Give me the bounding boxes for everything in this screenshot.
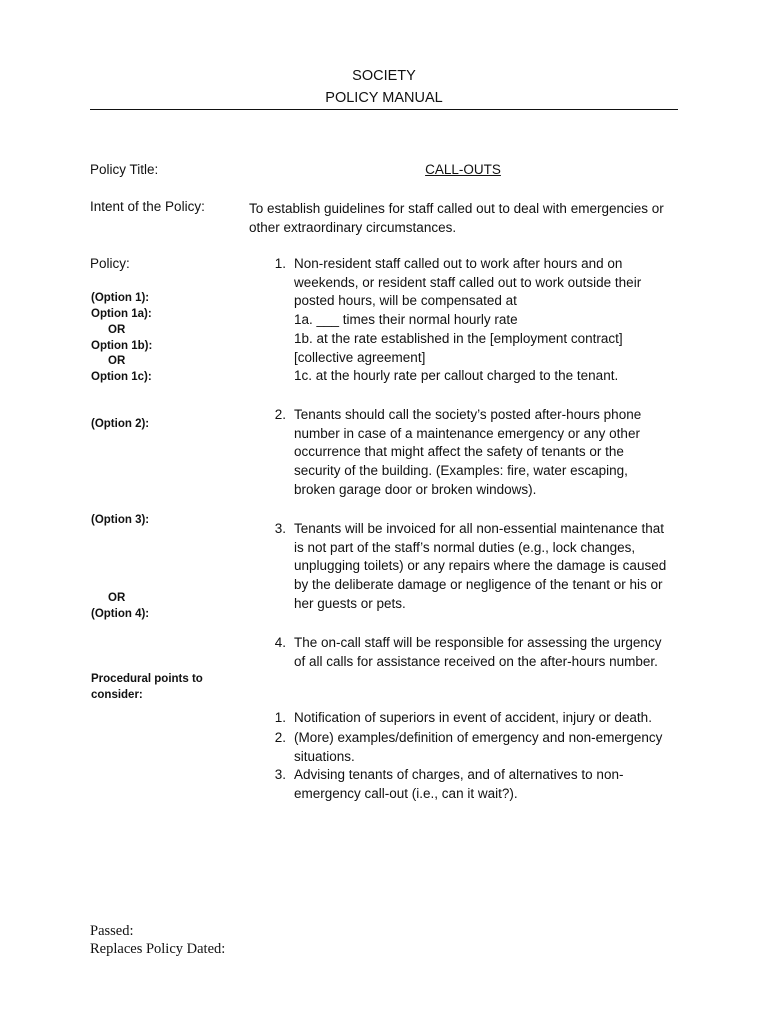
text-line: 1c. at the hourly rate per callout charged to the tenant. (294, 368, 619, 384)
text-line: Tenants should call the society’s posted after-hours phone (294, 407, 642, 422)
list-number: 3. (274, 521, 286, 536)
text-line: 1a. ___ times their normal hourly rate (294, 312, 518, 328)
text-line: Notification of superiors in event of accident, injury or death. (294, 710, 652, 725)
text-line: Advising tenants of charges, and of alternatives to non- (294, 767, 624, 782)
list-number: 2. (274, 407, 286, 422)
text-line: unplugging toilets) or any repairs where the damage is caused (294, 558, 667, 574)
text-line: (More) examples/definition of emergency and non-emergency (294, 730, 663, 745)
org-name: SOCIETY (352, 68, 416, 84)
text-line: [collective agreement] (294, 349, 426, 365)
text-line: Tenants will be invoiced for all non-essential maintenance that (294, 521, 664, 536)
text-line: The on-call staff will be responsible for assessing the urgency (294, 635, 662, 650)
list-number: 1. (274, 256, 286, 271)
text-line: Non-resident staff called out to work after hours and on (294, 256, 623, 271)
or-separator: OR (108, 324, 126, 336)
text-line: 1b. at the rate established in the [employment contract] (294, 330, 623, 346)
list-number: 4. (274, 635, 286, 650)
manual-title: POLICY MANUAL (325, 90, 443, 106)
list-text (294, 766, 690, 803)
text-line: number in case of a maintenance emergency or any other (294, 425, 640, 441)
text-line: posted hours, will be compensated at (294, 293, 517, 309)
list-number: 3. (274, 767, 286, 782)
list-text (294, 634, 690, 671)
text-line: security of the building. (Examples: fire, water escaping, (294, 463, 628, 479)
intent-line: To establish guidelines for staff called out to deal with emergencies or (249, 201, 664, 216)
text-line: situations. (294, 748, 355, 764)
passed-label: Passed: (90, 923, 134, 939)
header-rule (90, 109, 678, 110)
list-text (294, 255, 690, 386)
intent-line: other extraordinary circumstances. (249, 220, 457, 235)
list-text (294, 709, 690, 728)
policy-title-label: Policy Title: (90, 162, 159, 177)
list-text (294, 520, 690, 614)
intent-label: Intent of the Policy: (90, 199, 205, 214)
or-separator: OR (108, 355, 126, 367)
text-line: broken garage door or broken windows). (294, 481, 537, 497)
text-line: of all calls for assistance received on the after-hours number. (294, 653, 658, 669)
or-separator: OR (108, 592, 126, 604)
text-line: is not part of the staff’s normal duties (e.g., lock changes, (294, 539, 636, 555)
list-text (294, 729, 690, 766)
replaces-policy-dated-label: Replaces Policy Dated: (90, 941, 226, 957)
procedural-label-line1: Procedural points to (91, 673, 203, 685)
option-4-label: (Option 4): (91, 608, 150, 620)
option-2-label: (Option 2): (91, 418, 150, 430)
text-line: her guests or pets. (294, 595, 406, 611)
option-1-label: (Option 1): (91, 292, 150, 304)
option-1b-label: Option 1b): (91, 340, 153, 352)
list-number: 1. (274, 710, 286, 725)
text-line: weekends, or resident staff called out to work outside their (294, 274, 642, 290)
list-number: 2. (274, 730, 286, 745)
text-line: by the deliberate damage or negligence of the tenant or his or (294, 577, 663, 593)
intent-text (249, 199, 689, 237)
option-1a-label: Option 1a): (91, 308, 152, 320)
text-line: occurrence that might affect the safety of tenants or the (294, 444, 624, 460)
policy-title-value: CALL-OUTS (425, 162, 501, 177)
policy-label: Policy: (90, 256, 130, 271)
procedural-label-line2: consider: (91, 689, 143, 701)
option-3-label: (Option 3): (91, 514, 150, 526)
option-1c-label: Option 1c): (91, 371, 152, 383)
text-line: emergency call-out (i.e., can it wait?). (294, 785, 518, 801)
list-text (294, 406, 690, 500)
